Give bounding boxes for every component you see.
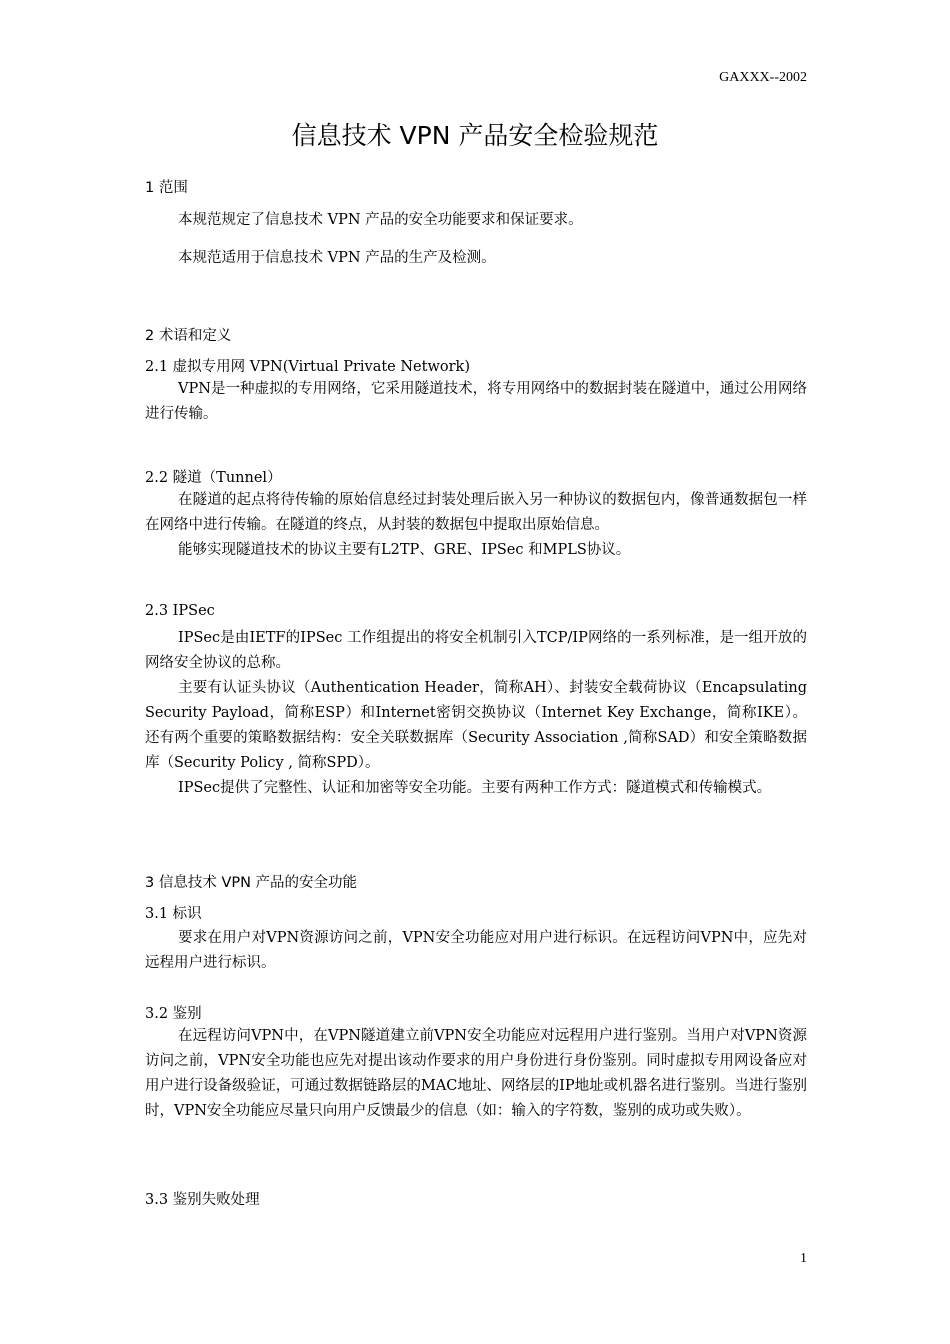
document-code: GAXXX--2002: [719, 70, 807, 85]
section-3-3-heading: 3.3 鉴别失败处理: [145, 1192, 260, 1208]
section-2-1-paragraph: VPN是一种虚拟的专用网络，它采用隧道技术，将专用网络中的数据封装在隧道中，通过公用网络进行传输。: [145, 381, 807, 422]
section-2-3-heading: 2.3 IPSec: [145, 603, 215, 619]
section-1-paragraph-2: 本规范适用于信息技术 VPN 产品的生产及检测。: [178, 250, 496, 266]
section-2-heading: 2 术语和定义: [145, 328, 232, 344]
section-2-3-paragraph-3: IPSec提供了完整性、认证和加密等安全功能。主要有两种工作方式：隧道模式和传输模式。: [178, 780, 772, 796]
section-2-1-heading: 2.1 虚拟专用网 VPN(Virtual Private Network): [145, 359, 470, 375]
section-3-2-heading: 3.2 鉴别: [145, 1006, 202, 1022]
section-2-2-heading: 2.2 隧道（Tunnel）: [145, 470, 282, 486]
page-number: 1: [800, 1251, 807, 1266]
section-2-3-paragraph-1: IPSec是由IETF的IPSec 工作组提出的将安全机制引入TCP/IP网络的一系列标准，是一组开放的网络安全协议的总称。: [145, 630, 807, 671]
section-1-paragraph-1: 本规范规定了信息技术 VPN 产品的安全功能要求和保证要求。: [178, 212, 583, 228]
section-1-heading: 1 范围: [145, 180, 188, 196]
section-2-3-paragraph-2: 主要有认证头协议（Authentication Header，简称AH）、封装安全载荷协议（Encapsulating Security Payload，简称ESP）和Internet密钥交换协议（Internet Key Exchange，简称IKE）。还有两个重要的策略数据结构：安全关联数据库（Security Association ,简称SAD）和安全策略数据库（Security Policy , 简称SPD）。: [145, 680, 807, 771]
section-3-heading: 3 信息技术 VPN 产品的安全功能: [145, 875, 358, 891]
section-3-1-heading: 3.1 标识: [145, 906, 202, 922]
section-2-2-paragraph-2: 能够实现隧道技术的协议主要有L2TP、GRE、IPSec 和MPLS协议。: [178, 542, 631, 558]
section-3-2-paragraph: 在远程访问VPN中，在VPN隧道建立前VPN安全功能应对远程用户进行鉴别。当用户对VPN资源访问之前，VPN安全功能也应先对提出该动作要求的用户身份进行身份鉴别。同时虚拟专用网设备应对用户进行设备级验证，可通过数据链路层的MAC地址、网络层的IP地址或机器名进行鉴别。当进行鉴别时，VPN安全功能应尽量只向用户反馈最少的信息（如：输入的字符数，鉴别的成功或失败）。: [145, 1028, 807, 1119]
document-title: 信息技术 VPN 产品安全检验规范: [291, 121, 659, 150]
section-2-2-paragraph-1: 在隧道的起点将待传输的原始信息经过封装处理后嵌入另一种协议的数据包内，像普通数据包一样在网络中进行传输。在隧道的终点，从封装的数据包中提取出原始信息。: [145, 492, 807, 533]
section-3-1-paragraph: 要求在用户对VPN资源访问之前，VPN安全功能应对用户进行标识。在远程访问VPN中，应先对远程用户进行标识。: [145, 930, 807, 971]
